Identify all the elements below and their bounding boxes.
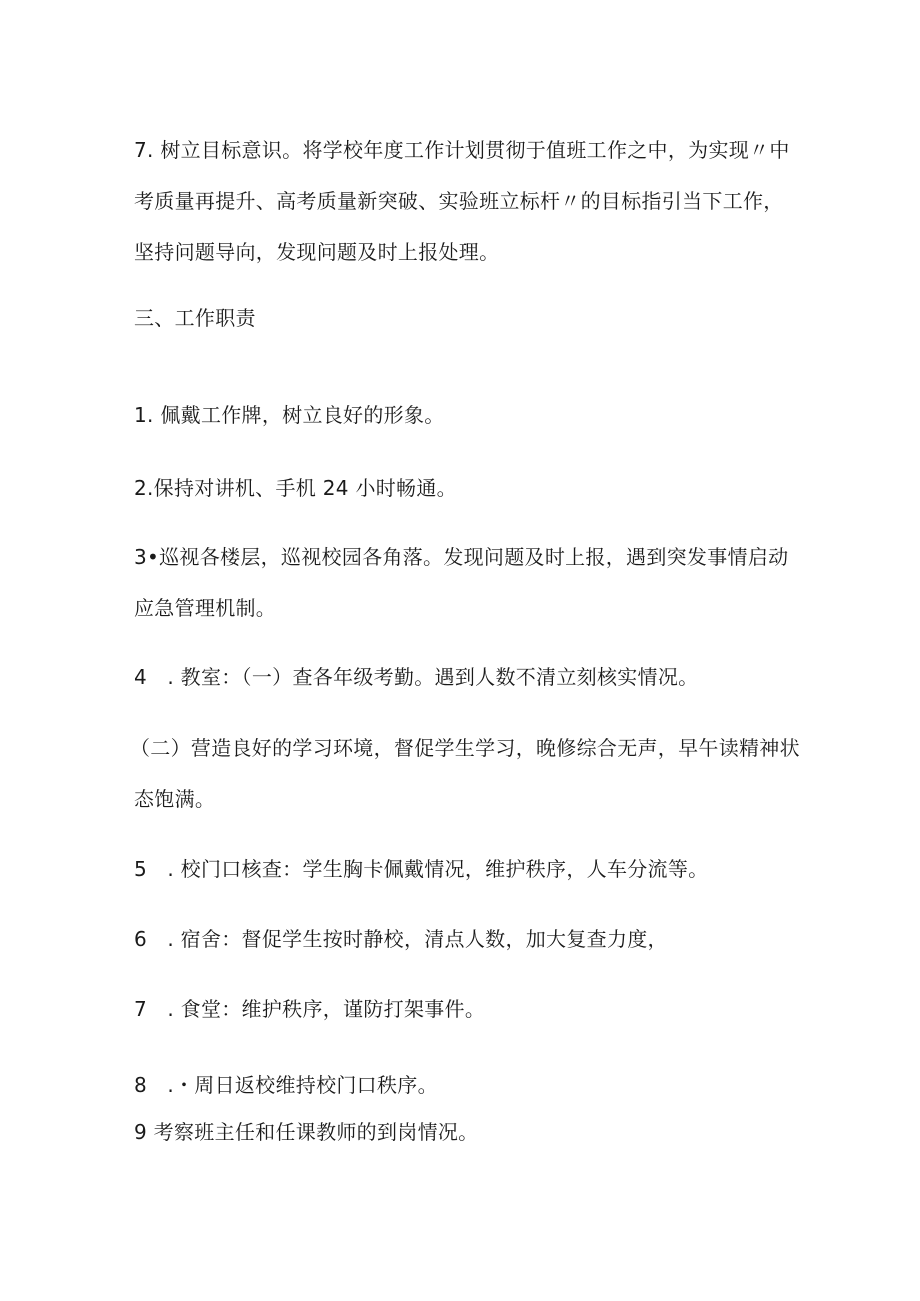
section-heading: 三、工作职责 (134, 306, 256, 330)
duty-item-6: 6 . 宿舍：督促学生按时静校，清点人数，加大复查力度， (134, 927, 668, 951)
duty-item-4: 4 . 教室：（一）查各年级考勤。遇到人数不清立刻核实情况。 (134, 665, 699, 689)
duty-item-3-line-1: 3•巡视各楼层，巡视校园各角落。发现问题及时上报，遇到突发事情启动 (134, 545, 789, 569)
paragraph-7-line-1: 7. 树立目标意识。将学校年度工作计划贯彻于值班工作之中，为实现〃中 (134, 138, 790, 162)
duty-item-8: 8 .・周日返校维持校门口秩序。 (134, 1073, 438, 1097)
duty-item-7: 7 . 食堂：维护秩序，谨防打架事件。 (134, 997, 486, 1021)
duty-item-4-sub-line-2: 态饱满。 (134, 787, 216, 811)
duty-item-9: 9 考察班主任和任课教师的到岗情况。 (134, 1120, 479, 1144)
paragraph-7-line-2: 考质量再提升、高考质量新突破、实验班立标杆〃的目标指引当下工作， (134, 189, 784, 213)
duty-item-1: 1. 佩戴工作牌，树立良好的形象。 (134, 403, 445, 427)
paragraph-7-line-3: 坚持问题导向，发现问题及时上报处理。 (134, 240, 500, 264)
duty-item-2: 2.保持对讲机、手机 24 小时畅通。 (134, 476, 457, 500)
duty-item-3-line-2: 应急管理机制。 (134, 596, 277, 620)
duty-item-4-sub-line-1: （二）营造良好的学习环境，督促学生学习，晚修综合无声，早午读精神状 (130, 736, 800, 760)
duty-item-5: 5 . 校门口核查：学生胸卡佩戴情况，维护秩序，人车分流等。 (134, 857, 709, 881)
